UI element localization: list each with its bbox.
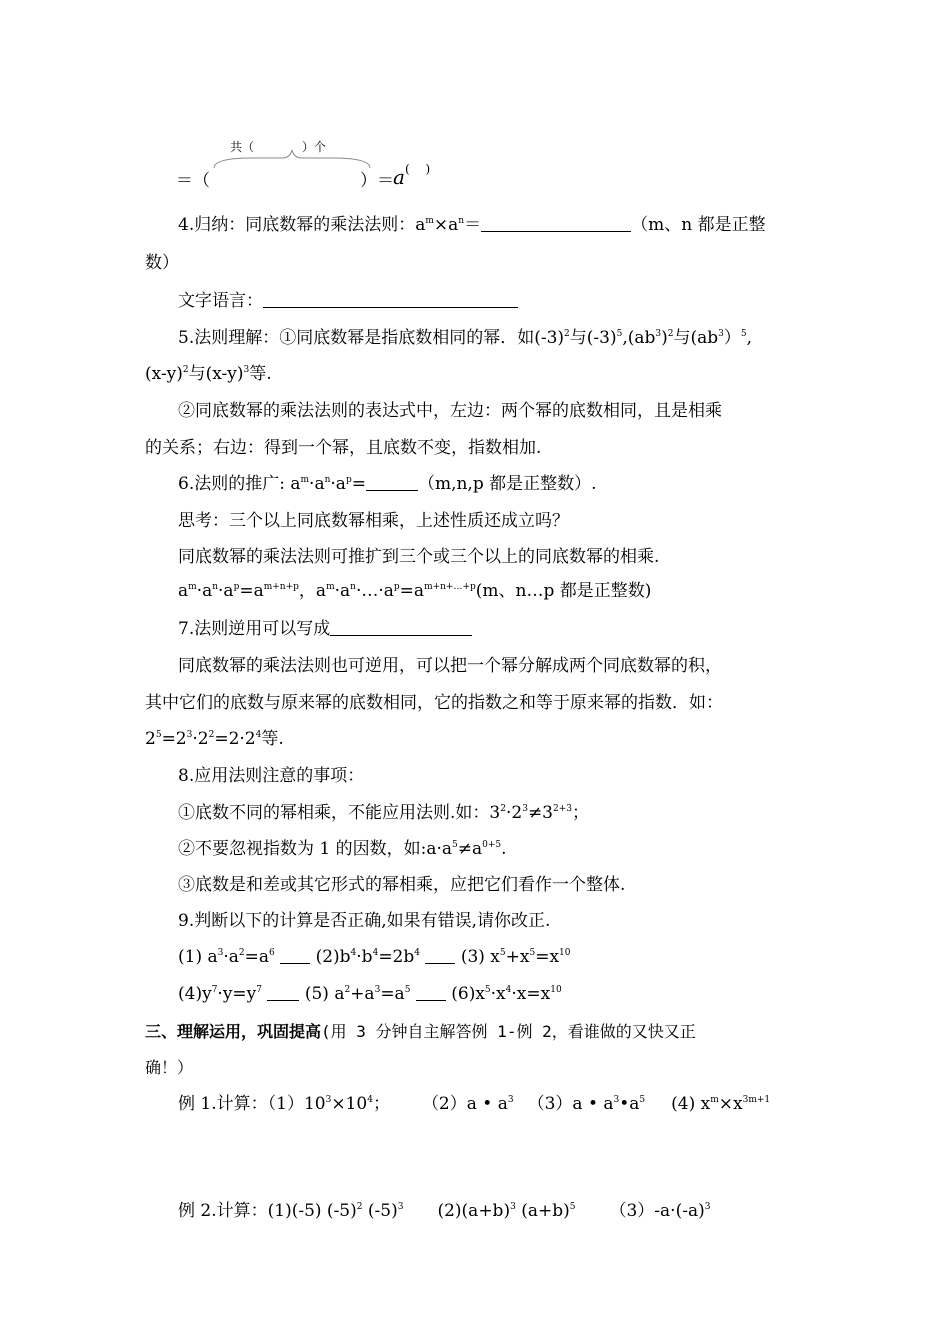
s8-note1: ①底数不同的幂相乘，不能应用法则.如：$3^2\cdot 2^3\ne 3^{2+3}$；	[178, 803, 589, 823]
s5b-line1: ②同底数幂的乘法法则的表达式中，左边：两个幂的底数相同，且是相乘	[178, 401, 722, 421]
s7-para3: $2^5=2^3\cdot 2^2=2\cdot 2^4$等.	[145, 729, 284, 749]
s5-line1: 5.法则理解：①同底数幂是指底数相同的幂．如$(-3)^2$与$(-3)^5,(ab^3)^2$与$(ab^3)^5$,	[178, 328, 753, 348]
s7-line: 7.法则逆用可以写成	[178, 618, 472, 640]
s9-title: 9.判断以下的计算是否正确,如果有错误,请你改正.	[178, 911, 551, 931]
think-line2: 同底数幂的乘法法则可推扩到三个或三个以上的同底数幂的相乘.	[178, 547, 660, 567]
s8-title: 8.应用法则注意的事项：	[178, 766, 365, 786]
brace-right: ）＝	[360, 171, 394, 191]
brace-left: ＝（	[176, 171, 210, 191]
s7-para1: 同底数幂的乘法法则也可逆用，可以把一个幂分解成两个同底数幂的积，	[178, 656, 722, 676]
brace-icon	[212, 148, 372, 170]
s9-row1: (1) $a^3\cdot a^2=a^6$ $(2)b^4\cdot b^4=2b^4$ (3) $x^5+x^5=x^{10}$	[178, 947, 571, 967]
answer-blank-2[interactable]	[425, 947, 455, 964]
s4-blank[interactable]	[481, 215, 631, 232]
generalized-formula: $a^m\cdot a^n\cdot a^p=a^{m+n+p}$，$a^m\cdot a^n\cdot\dots\cdot a^p=a^{m+n+\dots+p}(m$、n…p 都是正整数)	[178, 581, 652, 601]
think-line1: 思考：三个以上同底数幂相乘，上述性质还成立吗？	[178, 511, 569, 531]
s4-line: 4.归纳：同底数幂的乘法法则：$a^m\times a^n= (m$、n 都是正整	[178, 215, 766, 235]
s6-line: 6.法则的推广: $a^m\cdot a^n\cdot a^p= (m,n,p$ 都是正整数）.	[178, 474, 597, 494]
brace-exp-paren: ( )	[405, 162, 431, 176]
s4-cont: 数）	[145, 253, 179, 273]
s9-row2: $(4)y^7\cdot y=y^7$ (5) $a^2+a^3=a^5$ $(6)x^5\cdot x^4\cdot x=x^{10}$	[178, 984, 562, 1004]
s5-line2: $(x-y)^2$与$(x-y)^3$等.	[145, 364, 272, 384]
answer-blank-5[interactable]	[416, 984, 446, 1001]
answer-blank-4[interactable]	[267, 984, 299, 1001]
wenzi-blank[interactable]	[263, 291, 518, 308]
s5b-line2: 的关系；右边：得到一个幂，且底数不变，指数相加.	[145, 438, 542, 458]
example-2: 例 2.计算：(1)(-5) $(-5)^2$ $(-5)^3$ $(2)(a+b)^3$ $(a+b)^5$ $(3)-a\cdot(-a)^3$	[178, 1201, 711, 1221]
s8-note3: ③底数是和差或其它形式的幂相乘，应把它们看作一个整体.	[178, 875, 626, 895]
brace-base: a	[393, 165, 405, 189]
s8-note2: ②不要忽视指数为 1 的因数，如$:a\cdot a^5\ne a^{0+5}$.	[178, 839, 507, 859]
answer-blank-1[interactable]	[280, 947, 310, 964]
section3-cont: 确！）	[145, 1058, 194, 1077]
section3-heading: 三、理解运用，巩固提高(用 3 分钟自主解答例 1-例 2，看谁做的又快又正	[145, 1022, 696, 1041]
wenzi-line: 文字语言：	[178, 290, 518, 312]
s7-para2: 其中它们的底数与原来幂的底数相同，它的指数之和等于原来幂的指数．如：	[145, 693, 723, 713]
s7-blank[interactable]	[330, 619, 472, 636]
s6-blank[interactable]	[366, 474, 418, 491]
example-1: 例 1.计算：$(1)10^3\times 10^4$； （2）a • $a^3$ （3）a • $a^3•a^5$ (4) $x^m\times x^{3m+1}$	[178, 1094, 771, 1114]
brace-top-label: 共（ ）个	[230, 140, 327, 154]
